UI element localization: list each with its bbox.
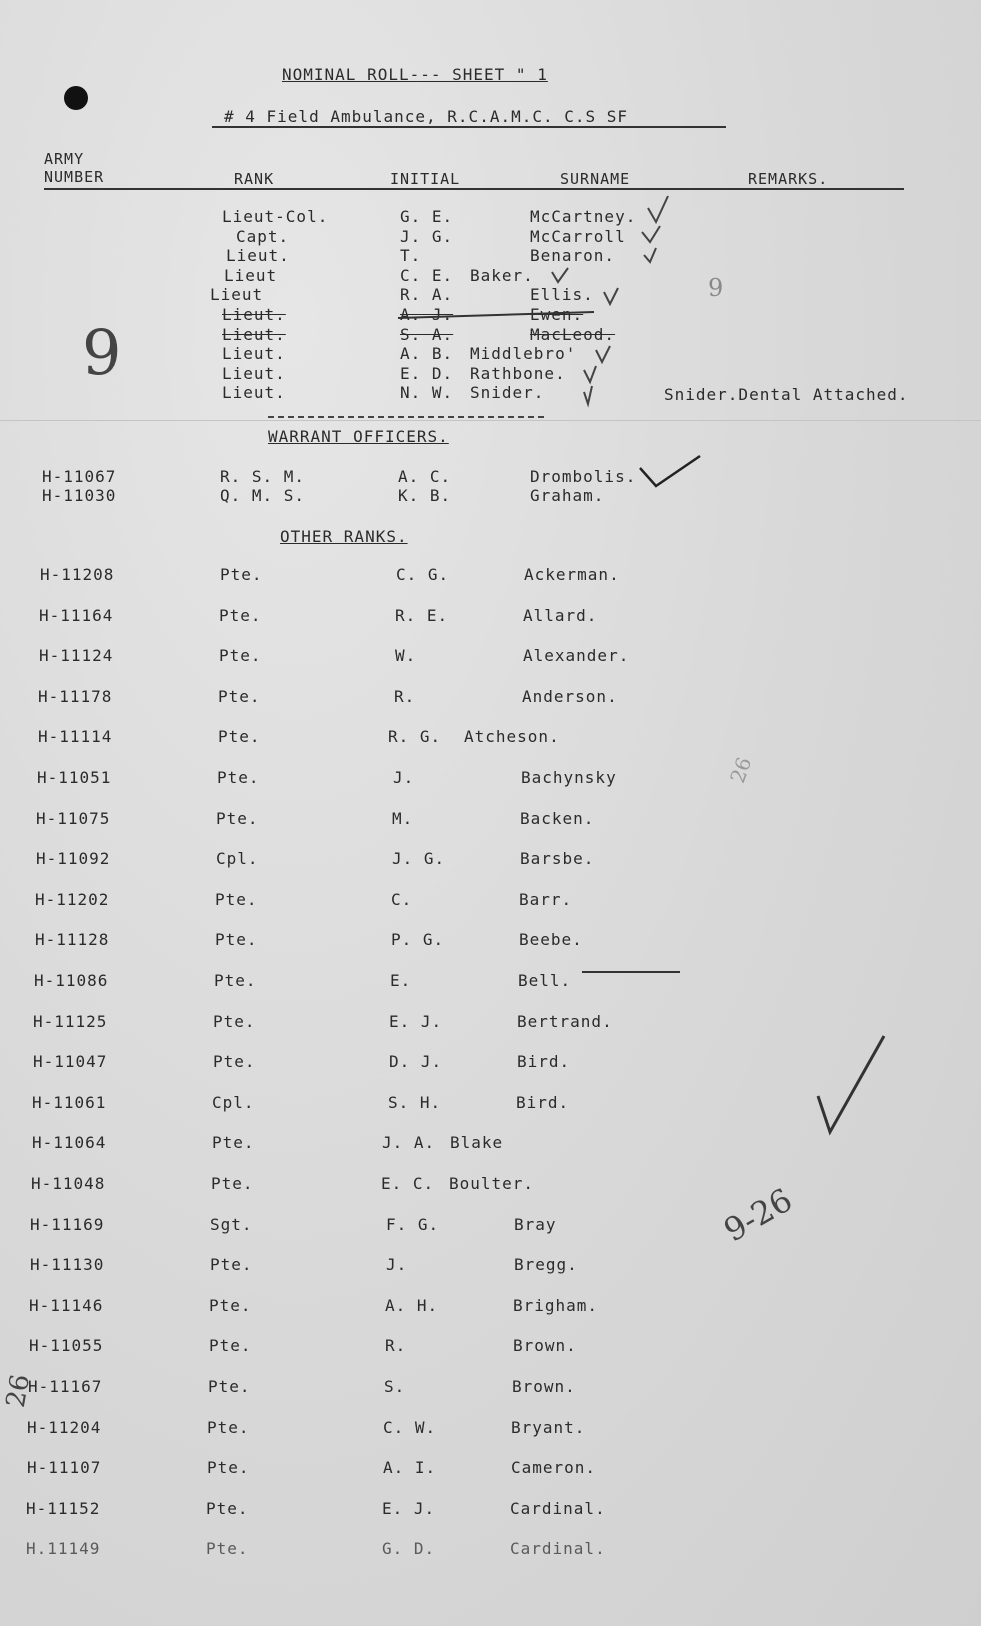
warrant-surname: Graham. [530,486,605,505]
officer-rank: Lieut-Col. [222,207,329,226]
initial: D. J. [389,1052,443,1072]
rank: Pte. [213,1011,256,1031]
officer-rank: Lieut. [222,363,286,383]
rank: Pte. [206,1498,249,1518]
initial: G. D. [382,1539,436,1559]
rank: Pte. [211,1174,254,1193]
col-rank: RANK [234,170,275,188]
check-mark-icon [642,226,660,242]
rank: Pte. [218,727,261,747]
surname: Cameron. [511,1458,597,1478]
rank: Pte. [218,686,261,706]
initial: W. [395,646,417,666]
surname: Bird. [517,1052,571,1072]
rank: Pte. [214,971,257,990]
initial: A. I. [383,1458,437,1478]
officer-initial: G. E. [400,207,454,226]
initial: C. W. [383,1417,437,1437]
rank: Cpl. [216,849,259,869]
initial: C. [391,889,413,909]
surname: Blake [450,1133,504,1153]
pencil-note-upper: 9 [708,274,724,302]
rank: Pte. [215,889,258,909]
service-number: H-11124 [39,646,114,666]
warrant-heading: WARRANT OFFICERS. [268,427,449,446]
officer-initial: C. E. [400,265,454,285]
surname: Barsbe. [520,849,595,869]
service-number: H-11107 [27,1458,102,1478]
check-mark-icon [552,268,568,282]
surname: Allard. [523,605,598,625]
check-mark-icon [596,346,610,362]
service-number: H-11128 [35,930,110,950]
service-number: H-11204 [27,1417,102,1437]
service-number: H-11086 [34,971,109,990]
officer-surname: Rathbone. [470,363,566,383]
surname: Bachynsky [521,768,617,787]
surname: Cardinal. [510,1498,606,1518]
surname: Bray [514,1214,557,1234]
initial: C. G. [396,565,450,584]
service-number: H-11178 [38,686,113,706]
officer-surname: McCarroll [530,226,626,246]
rank: Sgt. [210,1214,253,1234]
officer-surname: Ellis. [530,285,594,305]
officer-rank: Capt. [236,226,290,246]
service-number: H-11064 [32,1133,107,1153]
initial: E. J. [382,1498,436,1518]
rank: Pte. [212,1133,255,1153]
service-number: H-11055 [29,1336,104,1356]
surname: Brown. [512,1377,576,1396]
officer-rank: Lieut. [222,383,286,403]
warrant-rank: R. S. M. [220,467,306,486]
service-number: H-11114 [38,727,113,747]
rank: Pte. [210,1255,253,1275]
service-number: H-11048 [31,1174,106,1193]
service-number: H-11061 [32,1092,107,1112]
col-initial: INITIAL [390,170,461,188]
officer-initial: T. [400,246,422,266]
surname: Bertrand. [517,1011,613,1031]
initial: S. H. [388,1092,442,1112]
surname: Bregg. [514,1255,578,1275]
pencil-note-lower: 9-26 [717,1180,799,1250]
initial: J. [393,768,415,787]
service-number: H-11130 [30,1255,105,1275]
warrant-number: H-11030 [42,486,117,505]
service-number: H.11149 [26,1539,101,1559]
surname: Brown. [513,1336,577,1356]
initial: F. G. [386,1214,440,1234]
officer-initial: A. J. [400,305,454,324]
officer-surname: Ewen. [530,305,584,324]
initial: J. A. [382,1133,436,1153]
officer-rank: Lieut [210,285,264,305]
rank: Pte. [220,565,263,584]
service-number: H-11092 [36,849,111,869]
service-number: H-11202 [35,889,110,909]
service-number: H-11169 [30,1214,105,1234]
service-number: H-11075 [36,808,111,828]
surname: Brigham. [513,1295,599,1315]
officer-rank: Lieut. [222,305,286,324]
officer-initial: S. A. [400,324,454,344]
surname: Anderson. [522,686,618,706]
initial: J. [386,1255,408,1275]
other-ranks-heading: OTHER RANKS. [280,527,408,546]
surname: Bird. [516,1092,570,1112]
rank: Pte. [207,1417,250,1437]
initial: R. [394,686,416,706]
page-title: NOMINAL ROLL--- SHEET " 1 [282,65,548,84]
officer-rank: Lieut. [222,344,286,364]
surname: Alexander. [523,646,630,666]
surname: Bryant. [511,1417,586,1437]
initial: R. [385,1336,407,1356]
officer-remarks: Snider.Dental Attached. [664,385,909,405]
large-check-mark-icon [818,1036,884,1132]
officer-surname: Snider. [470,383,545,403]
officer-surname: McCartney. [530,207,637,226]
warrant-number: H-11067 [42,467,117,486]
officer-surname: Benaron. [530,246,616,266]
rank: Pte. [209,1295,252,1315]
initial: J. G. [392,849,446,869]
surname: Ackerman. [524,565,620,584]
service-number: H-11152 [26,1498,101,1518]
officer-surname: Middlebro' [470,344,577,364]
check-mark-icon [644,248,656,262]
col-army-number: ARMY NUMBER [44,150,105,186]
rank: Pte. [207,1458,250,1478]
surname: Barr. [519,889,573,909]
initial: E. [390,971,412,990]
rank: Pte. [209,1336,252,1356]
initial: E. C. [381,1174,435,1193]
initial: P. G. [391,930,445,950]
warrant-initial: K. B. [398,486,452,505]
warrant-initial: A. C. [398,467,452,486]
col-surname: SURNAME [560,170,631,188]
service-number: H-11208 [40,565,115,584]
initial: A. H. [385,1295,439,1315]
margin-number: 9 [82,316,122,389]
officer-initial: A. B. [400,344,454,364]
initial: E. J. [389,1011,443,1031]
service-number: H-11047 [33,1052,108,1072]
officer-surname: Baker. [470,265,534,285]
service-number: H-11051 [37,768,112,787]
strike-line [398,312,594,318]
rank: Pte. [219,646,262,666]
check-mark-icon [640,456,700,486]
rank: Pte. [217,768,260,787]
col-remarks: REMARKS. [748,170,829,188]
officer-initial: E. D. [400,363,454,383]
officer-rank: Lieut. [222,324,286,344]
surname: Atcheson. [464,727,560,747]
officer-rank: Lieut [224,265,278,285]
rank: Pte. [206,1539,249,1559]
rank: Pte. [215,930,258,950]
initial: S. [384,1377,406,1396]
initial: R. E. [395,605,449,625]
surname: Backen. [520,808,595,828]
unit-subtitle: # 4 Field Ambulance, R.C.A.M.C. C.S SF [224,107,629,126]
rank: Pte. [213,1052,256,1072]
warrant-surname: Drombolis. [530,467,637,486]
service-number: H-11146 [29,1295,104,1315]
surname: Beebe. [519,930,583,950]
surname: Bell. [518,971,572,990]
surname: Boulter. [449,1174,535,1193]
initial: R. G. [388,727,442,747]
check-mark-icon [584,386,592,404]
officer-rank: Lieut. [226,246,290,266]
rank: Pte. [208,1377,251,1396]
pencil-note-mid: 26 [725,753,757,787]
rank: Cpl. [212,1092,255,1112]
surname: Cardinal. [510,1539,606,1559]
initial: M. [392,808,414,828]
pencil-note-left: 26 [0,1372,37,1410]
service-number: H-11125 [33,1011,108,1031]
officer-surname: MacLeod. [530,324,616,344]
officer-initial: N. W. [400,383,454,403]
officer-initial: R. A. [400,285,454,305]
check-mark-icon [604,288,618,304]
check-mark-icon [648,196,668,222]
warrant-rank: Q. M. S. [220,486,306,505]
rank: Pte. [216,808,259,828]
officer-initial: J. G. [400,226,454,246]
check-mark-icon [584,366,596,382]
service-number: H-11167 [28,1377,103,1396]
service-number: H-11164 [39,605,114,625]
rank: Pte. [219,605,262,625]
